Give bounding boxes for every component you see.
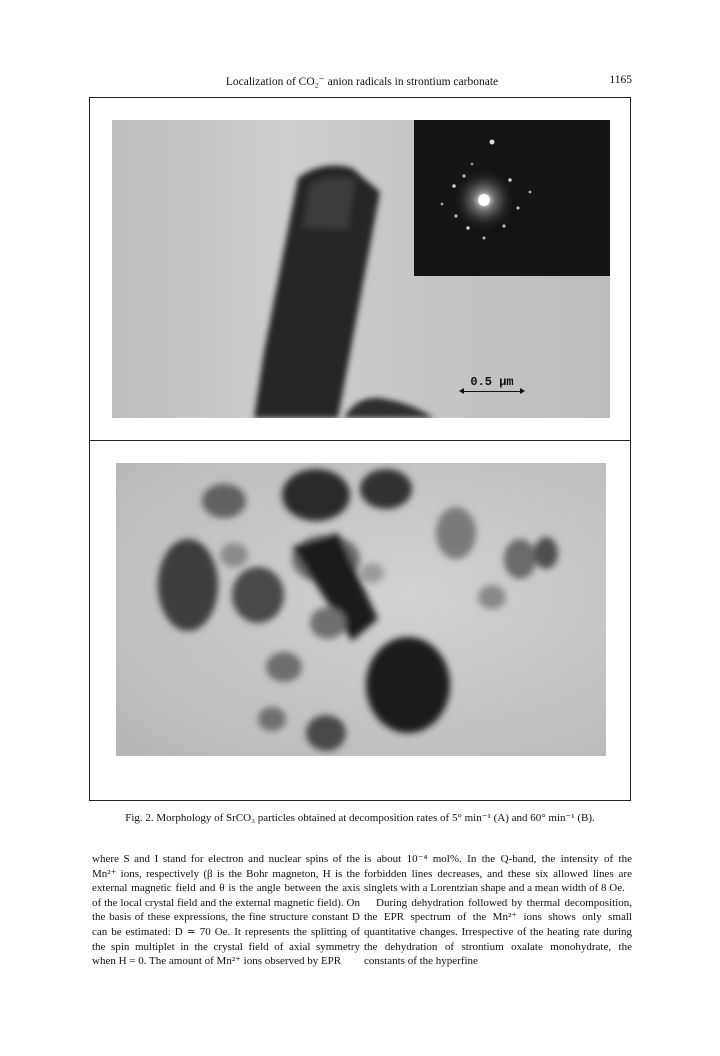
partial-particle (344, 398, 434, 418)
body-paragraph: During dehydration followed by thermal decomposition, the EPR spectrum of the Mn²⁺ ions shows only small quantitative changes. Irrespective of the heating rate during the dehydration of strontium oxalate monohydrate, the constants of the hyperfine (364, 896, 632, 968)
diffraction-inset (414, 120, 610, 276)
scale-bar-a-line (461, 391, 523, 392)
running-title: Localization of CO₂⁻ anion radicals in strontium carbonate (225, 76, 499, 88)
body-column-left (92, 852, 360, 969)
micrograph-a-image (112, 120, 610, 418)
body-column-right (364, 852, 632, 969)
body-paragraph: where S and I stand for electron and nuclear spins of the Mn²⁺ ions, respectively (β is the Bohr magneton, H is the external magnetic field and θ is the angle between the axis of the local crystal field and the external magnetic field). On the basis of these expressions, the fine structure constant D can be estimated: D ≃ 70 Oe. It represents the splitting of the spin multiplet in the crystal field of axial symmetry when H = 0. The amount of Mn²⁺ ions observed by EPR (92, 853, 360, 968)
scale-bar-a-label: 0.5 μm (470, 375, 514, 389)
scale-bar-a (452, 375, 532, 392)
panel-label-a (609, 164, 610, 188)
running-head (92, 74, 632, 90)
figure-frame (89, 97, 631, 801)
particle-cluster (158, 469, 558, 751)
figure-divider (90, 440, 630, 441)
figure-caption: Fig. 2. Morphology of SrCO₃ particles obtained at decomposition rates of 5° min⁻¹ (A) and 60° min⁻¹ (B). (125, 812, 595, 824)
micrograph-b-image (116, 463, 606, 756)
page-number: 1165 (609, 74, 632, 86)
micrograph-panel-a (112, 120, 610, 418)
body-paragraph: is about 10⁻⁴ mol%. In the Q-band, the intensity of the forbidden lines decreases, and these six allowed lines are singlets with a Lorentzian shape and a mean width of 8 Oe. (364, 853, 632, 895)
micrograph-panel-b (116, 463, 606, 756)
